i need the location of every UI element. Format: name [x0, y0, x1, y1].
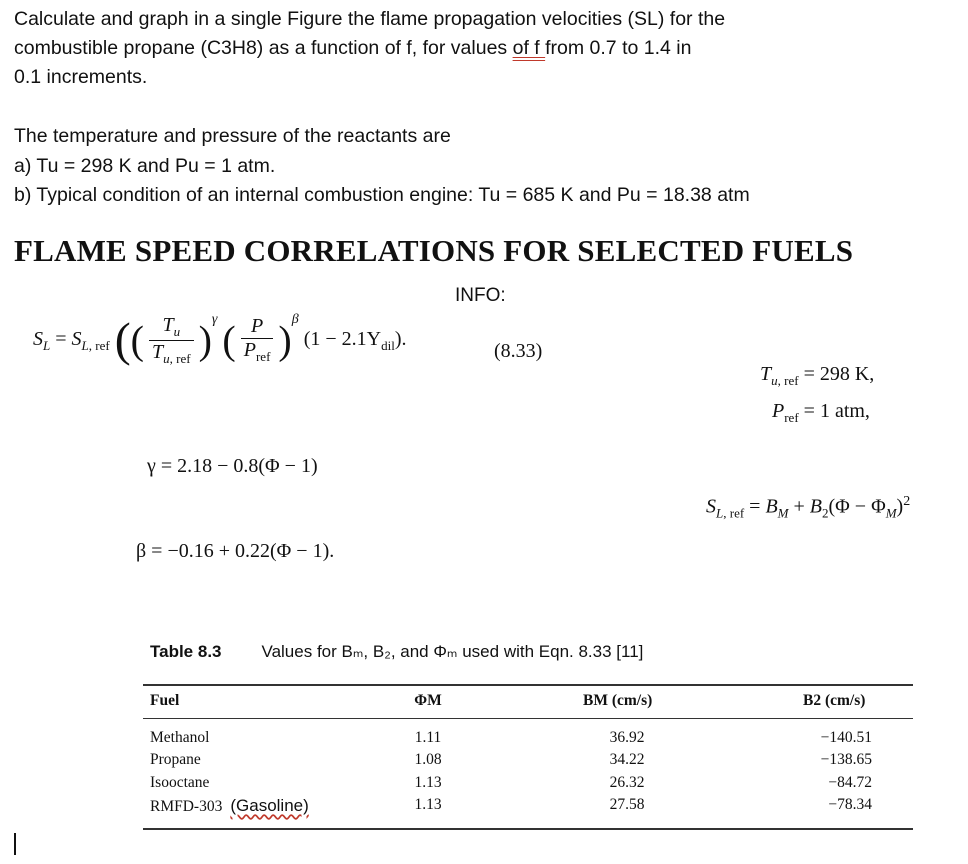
- header-fuel: Fuel: [150, 692, 180, 709]
- problem-line-5: a) Tu = 298 K and Pu = 1 atm.: [14, 155, 276, 177]
- temperature-ratio: $\frac{T_u}{T_{u, ref}}$: [149, 314, 194, 367]
- table-cell-fuel: Propane: [150, 751, 201, 768]
- table-cell-bm: 26.32: [609, 774, 645, 791]
- problem-line-6: b) Typical condition of an internal combustion engine: Tu = 685 K and Pu = 18.38 atm: [14, 184, 750, 206]
- problem-line-2: [14, 37, 691, 60]
- pressure-ratio: $\frac{P}{P_{ref}}$: [241, 315, 274, 365]
- problem-line-3: 0.1 increments.: [14, 66, 148, 88]
- flame-speed-equation: $S_L = S_{L, ref}$ (( $\frac{T_u}{T_{u, ref}}$ )$^\gamma$ ( $\frac{P}{P_{ref}}$ )$^\beta$ $(1 - 2.1Y_{dil})$.: [33, 312, 407, 367]
- table-caption-text: Values for Bₘ, B₂, and Φₘ used with Eqn. 8.33 [11]: [261, 642, 644, 661]
- table-cell-b2: −138.65: [820, 751, 872, 768]
- table-cell-phim: 1.13: [414, 774, 442, 791]
- problem-line-1: Calculate and graph in a single Figure the flame propagation velocities (SL) for the: [14, 8, 726, 30]
- table-cell-phim: 1.08: [414, 751, 442, 768]
- dilution-factor: $(1 - 2.1Y_{dil})$.: [303, 328, 407, 353]
- section-heading: FLAME SPEED CORRELATIONS FOR SELECTED FUELS: [14, 233, 854, 268]
- gasoline-note: (Gasoline): [230, 796, 309, 815]
- equation-number: (8.33): [494, 340, 543, 362]
- table-header-rule: [143, 718, 913, 719]
- gamma-equation: γ = 2.18 − 0.8(Φ − 1): [147, 455, 318, 477]
- table-cell-b2: −84.72: [828, 774, 872, 791]
- problem-line-2-underlined: of f: [512, 37, 546, 59]
- problem-line-4: The temperature and pressure of the reactants are: [14, 125, 451, 147]
- table-cell-bm: 36.92: [609, 729, 645, 746]
- table-cell-bm: 27.58: [609, 796, 645, 813]
- beta-equation: β = −0.16 + 0.22(Φ − 1).: [136, 540, 335, 562]
- table-caption: [150, 642, 643, 662]
- problem-line-2-post: from 0.7 to 1.4 in: [545, 37, 692, 59]
- table-bottom-rule: [143, 828, 913, 830]
- header-bm: BM (cm/s): [583, 692, 653, 709]
- table-cell-fuel: Isooctane: [150, 774, 210, 791]
- table-cell-phim: 1.11: [414, 729, 442, 746]
- table-cell-b2: −140.51: [820, 729, 872, 746]
- table-cell-bm: 34.22: [609, 751, 645, 768]
- table-cell-fuel: Methanol: [150, 729, 210, 746]
- table-cell-b2: −78.34: [828, 796, 872, 813]
- header-b2: B2 (cm/s): [803, 692, 866, 709]
- header-phim: ΦM: [414, 692, 442, 709]
- table-top-rule: [143, 684, 913, 686]
- table-label: Table 8.3: [150, 642, 222, 661]
- sl-ref-equation: $S_{L, ref} = B_M + B_2(\Phi - \Phi_M)^2$: [706, 494, 911, 521]
- pref-value: $P_{ref} = 1$ atm,: [772, 400, 870, 425]
- text-cursor: [14, 833, 16, 855]
- info-label: INFO:: [455, 285, 506, 306]
- table-cell-fuel-text: RMFD-303: [150, 798, 223, 815]
- table-cell-fuel: [150, 796, 309, 816]
- tref-value: $T_{u, ref} = 298$ K,: [760, 363, 875, 388]
- table-cell-phim: 1.13: [414, 796, 442, 813]
- problem-line-2-pre: combustible propane (C3H8) as a function of f, for values: [14, 37, 513, 59]
